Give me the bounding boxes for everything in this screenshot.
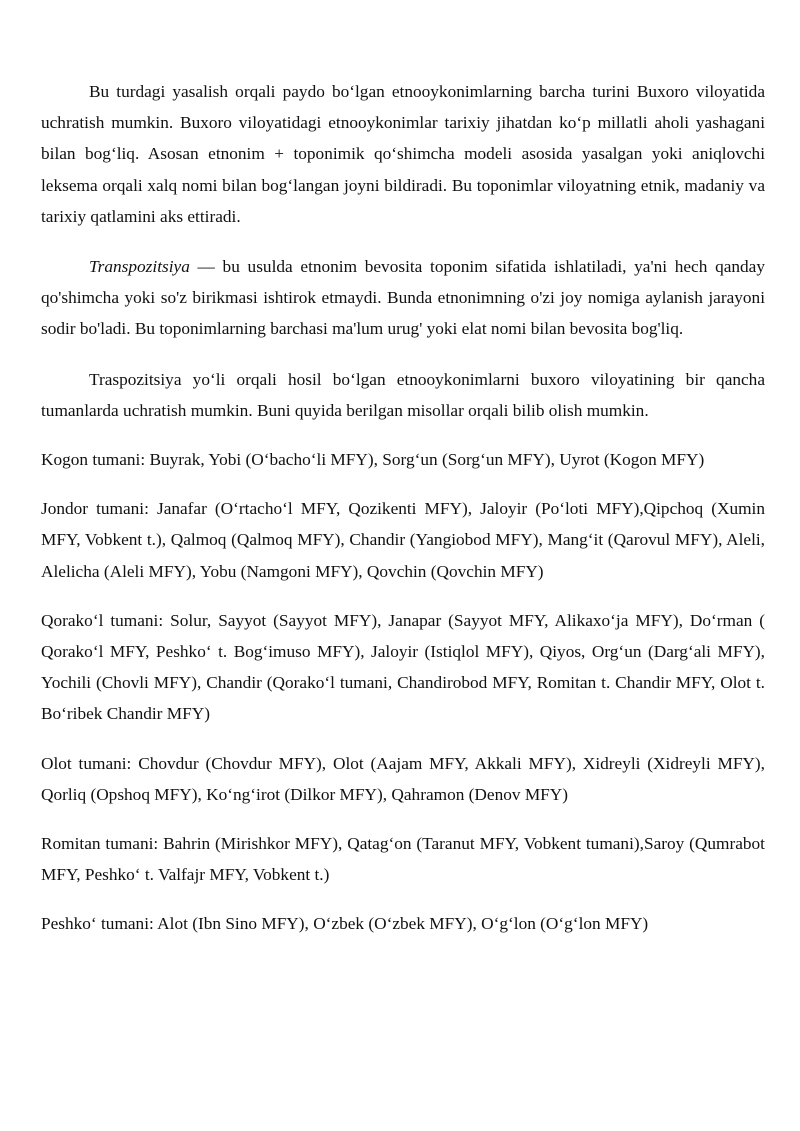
district-peshko: Peshko‘ tumani: Alot (Ibn Sino MFY), O‘zbek (O‘zbek MFY), O‘g‘lon (O‘g‘lon MFY) <box>41 914 649 934</box>
district-jondor: Jondor tumani: Janafar (O‘rtacho‘l MFY, Qozikenti MFY), Jaloyir (Po‘loti MFY),Qipchoq (Xumin MFY, Vobkent t.), Qalmoq (Qalmoq MFY), Chandir (Yangiobod MFY), Mang‘it (Qarovul MFY), Aleli, Alelicha (Aleli MFY), Yobu (Namgoni MFY), Qovchin (Qovchin MFY) <box>41 499 765 581</box>
district-kogon: Kogon tumani: Buyrak, Yobi (O‘bacho‘li MFY), Sorg‘un (Sorg‘un MFY), Uyrot (Kogon MFY) <box>41 450 705 470</box>
district-romitan: Romitan tumani: Bahrin (Mirishkor MFY), Qatag‘on (Taranut MFY, Vobkent tumani),Saroy (Qumrabot MFY, Peshko‘ t. Valfajr MFY, Vobkent t.) <box>41 834 765 885</box>
document-page <box>41 76 765 940</box>
definition-text: — bu usulda etnonim bevosita toponim sifatida ishlatiladi, ya'ni hech qanday qo'shimcha yoki so'z birikmasi ishtirok etmaydi. Bunda etnonimning o'zi joy nomiga aylanish jarayoni sodir bo'ladi. Bu toponimlarning barchasi ma'lum urug' yoki elat nomi bilan bevosita bog'liq. <box>41 257 765 339</box>
term-transpozitsiya: Transpozitsiya <box>89 257 190 277</box>
paragraph-intro: Bu turdagi yasalish orqali paydo bo‘lgan etnooykonimlarning barcha turini Buxoro viloyatida uchratish mumkin. Buxoro viloyatidagi etnooykonimlar tarixiy jihatdan ko‘p millatli aholi yashagani bilan bog‘liq. Asosan etnonim + toponimik qo‘shimcha modeli asosida yasalgan yoki aniqlovchi leksema orqali xalq nomi bilan bog‘langan joyni bildiradi. Bu toponimlar viloyatning etnik, madaniy va tarixiy qatlamini aks ettiradi. <box>41 82 765 226</box>
district-qorakol: Qorako‘l tumani: Solur, Sayyot (Sayyot MFY), Janapar (Sayyot MFY, Alikaxo‘ja MFY), Do‘rman ( Qorako‘l MFY, Peshko‘ t. Bog‘imuso MFY), Jaloyir (Istiqlol MFY), Qiyos, Org‘un (Darg‘ali MFY), Yochili (Chovli MFY), Chandir (Qorako‘l tumani, Chandirobod MFY, Romitan t. Chandir MFY, Olot t. Bo‘ribek Chandir MFY) <box>41 610 765 724</box>
district-olot: Olot tumani: Chovdur (Chovdur MFY), Olot (Aajam MFY, Akkali MFY), Xidreyli (Xidreyli MFY), Qorliq (Opshoq MFY), Ko‘ng‘irot (Dilkor MFY), Qahramon (Denov MFY) <box>41 753 765 804</box>
paragraph-transposition-definition <box>41 251 765 345</box>
paragraph-examples-intro: Traspozitsiya yo‘li orqali hosil bo‘lgan etnooykonimlarni buxoro viloyatining bir qancha tumanlarda uchratish mumkin. Buni quyida berilgan misollar orqali bilib olish mumkin. <box>41 369 765 420</box>
